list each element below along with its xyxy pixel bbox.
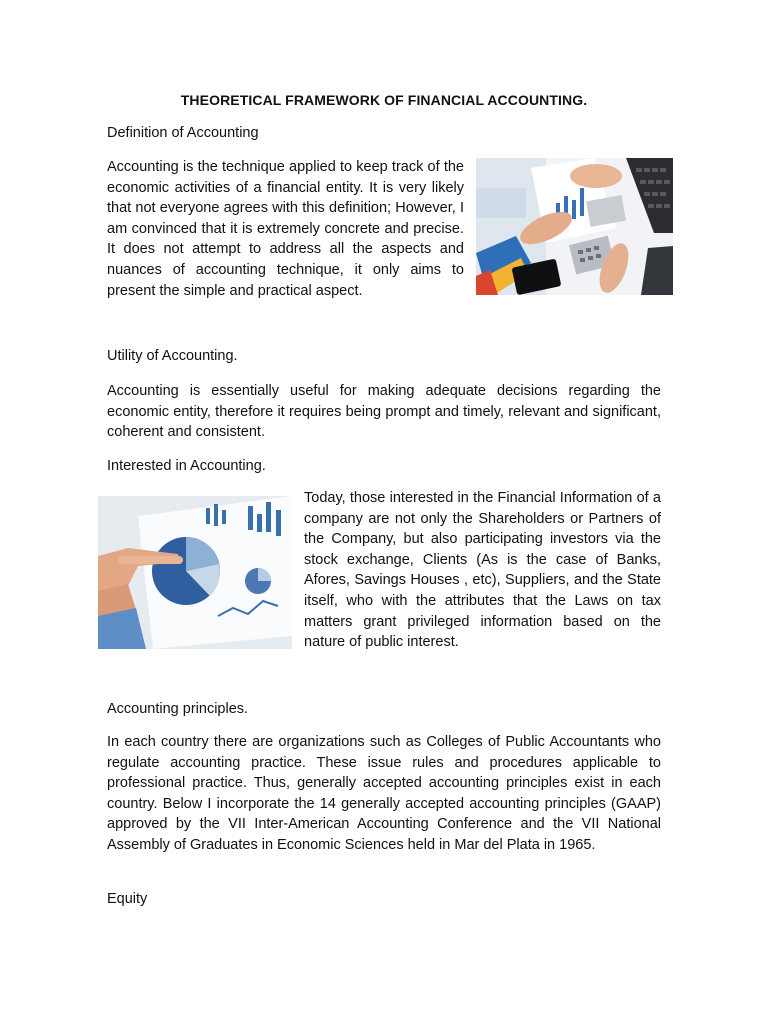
chart-pointing-photo (98, 496, 292, 649)
section-heading-utility: Utility of Accounting. (107, 348, 238, 364)
section-body-definition: Accounting is the technique applied to keep track of the economic activities of a financial entity. It is very likely that not everyone agrees with this definition; However, I am convinced that it is extremely concrete and precise. It does not attempt to address all the aspects and nuances of accounting technique, it only aims to present the simple and practical aspect. (107, 159, 464, 299)
section-heading-definition: Definition of Accounting (107, 125, 259, 141)
section-heading-equity: Equity (107, 891, 148, 907)
document-title: THEORETICAL FRAMEWORK OF FINANCIAL ACCOUNTING. (180, 92, 588, 108)
section-heading-interested: Interested in Accounting. (107, 458, 266, 474)
section-body-interested: Today, those interested in the Financial Information of a company are not only the Shareholders or Partners of the Company, but also participating investors via the stock exchange, Clients (As is the case of Banks, Afores, Savings Houses , etc), Suppliers, and the State itself, who with the attributes that the Laws on tax matters grant privileged information based on the nature of public interest. (304, 490, 661, 651)
section-body-utility: Accounting is essentially useful for making adequate decisions regarding the economic entity, therefore it requires being prompt and timely, relevant and significant, coherent and consistent. (107, 383, 661, 441)
section-body-principles: In each country there are organizations such as Colleges of Public Accountants who regulate accounting practice. These issue rules and procedures applicable to professional practice. Thus, generally accepted accounting principles exist in each country. Below I incorporate the 14 generally accepted accounting principles (GAAP) approved by the VII Inter-American Accounting Conference and the VII National Assembly of Graduates in Economic Sciences held in Mar del Plata in 1965. (107, 734, 661, 853)
section-heading-principles: Accounting principles. (107, 701, 249, 717)
accounting-desk-photo (476, 158, 673, 295)
